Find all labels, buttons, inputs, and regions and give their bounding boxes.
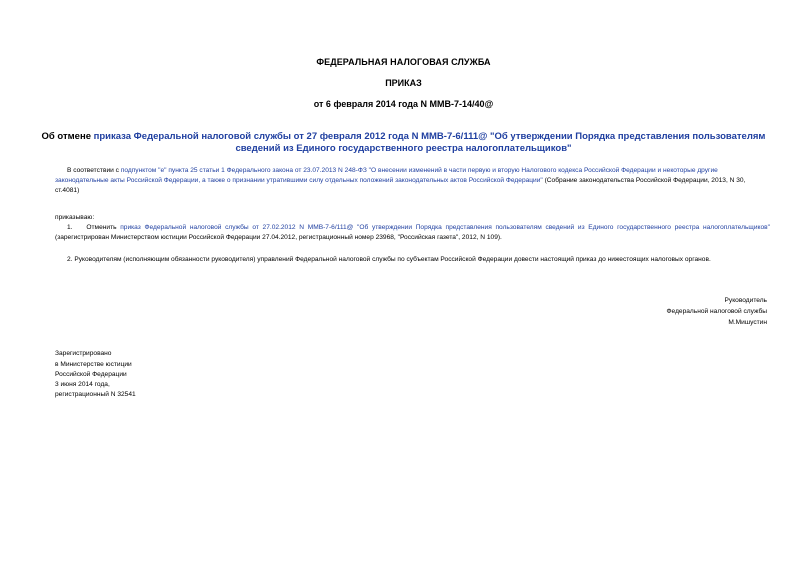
signature-position: Руководитель [724, 297, 767, 304]
signature-organization: Федеральной налоговой службы [666, 308, 767, 315]
registration-line-1: Зарегистрировано [55, 350, 112, 357]
preamble-text-after: (Собрание законодательства Российской Федерации, 2013, N 30, ст.4081) [55, 177, 746, 194]
item-1-text-before: Отменить [86, 224, 121, 231]
document-title [40, 131, 767, 155]
preamble-law-link[interactable]: подпунктом "е" пункта 25 статьи 1 Федерального закона от 23.07.2013 N 248-ФЗ "О внесении изменений в части первую и вторую Налогового кодекса Российской Федерации и некоторые другие законодательные акты Российской Федерации, а также о признании утратившими силу отдельных положений законодательных актов Российской Федерации" [55, 167, 718, 184]
order-item-1 [55, 223, 770, 243]
item-1-number: 1. [67, 224, 73, 231]
item-1-order-link[interactable]: приказ Федеральной налоговой службы от 27.02.2012 N ММВ-7-6/111@ "Об утверждении Порядка представления пользователям сведений из Единого государственного реестра налогоплательщиков" [120, 224, 770, 231]
title-link[interactable]: приказа Федеральной налоговой службы от 27 февраля 2012 года N ММВ-7-6/111@ "Об утверждении Порядка представления пользователям сведений из Единого государственного реестра налогоплательщиков" [93, 131, 766, 154]
preamble-text-before: В соответствии с [67, 167, 121, 174]
document-type-heading: ПРИКАЗ [385, 78, 422, 88]
ordered-label: приказываю: [55, 214, 95, 221]
signature-name: М.Мишустин [728, 319, 767, 326]
document-date-number: от 6 февраля 2014 года N ММВ-7-14/40@ [313, 99, 494, 109]
registration-line-3: Российской Федерации [55, 371, 127, 378]
item-1-text-after: (зарегистрирован Министерством юстиции Российской Федерации 27.04.2012, регистрационный номер 23968, "Российская газета", 2012, N 109). [55, 234, 502, 241]
order-item-2 [55, 255, 770, 265]
registration-line-5: регистрационный N 32541 [55, 391, 136, 398]
preamble-paragraph [55, 166, 770, 196]
item-2-text: 2. Руководителям (исполняющим обязанности руководителя) управлений Федеральной налоговой службы по субъектам Российской Федерации довести настоящий приказ до нижестоящих налоговых органов. [67, 256, 711, 263]
organization-heading: ФЕДЕРАЛЬНАЯ НАЛОГОВАЯ СЛУЖБА [316, 57, 491, 67]
title-prefix: Об отмене [41, 131, 94, 142]
registration-line-2: в Министерстве юстиции [55, 361, 132, 368]
registration-line-4: 3 июня 2014 года, [55, 381, 110, 388]
